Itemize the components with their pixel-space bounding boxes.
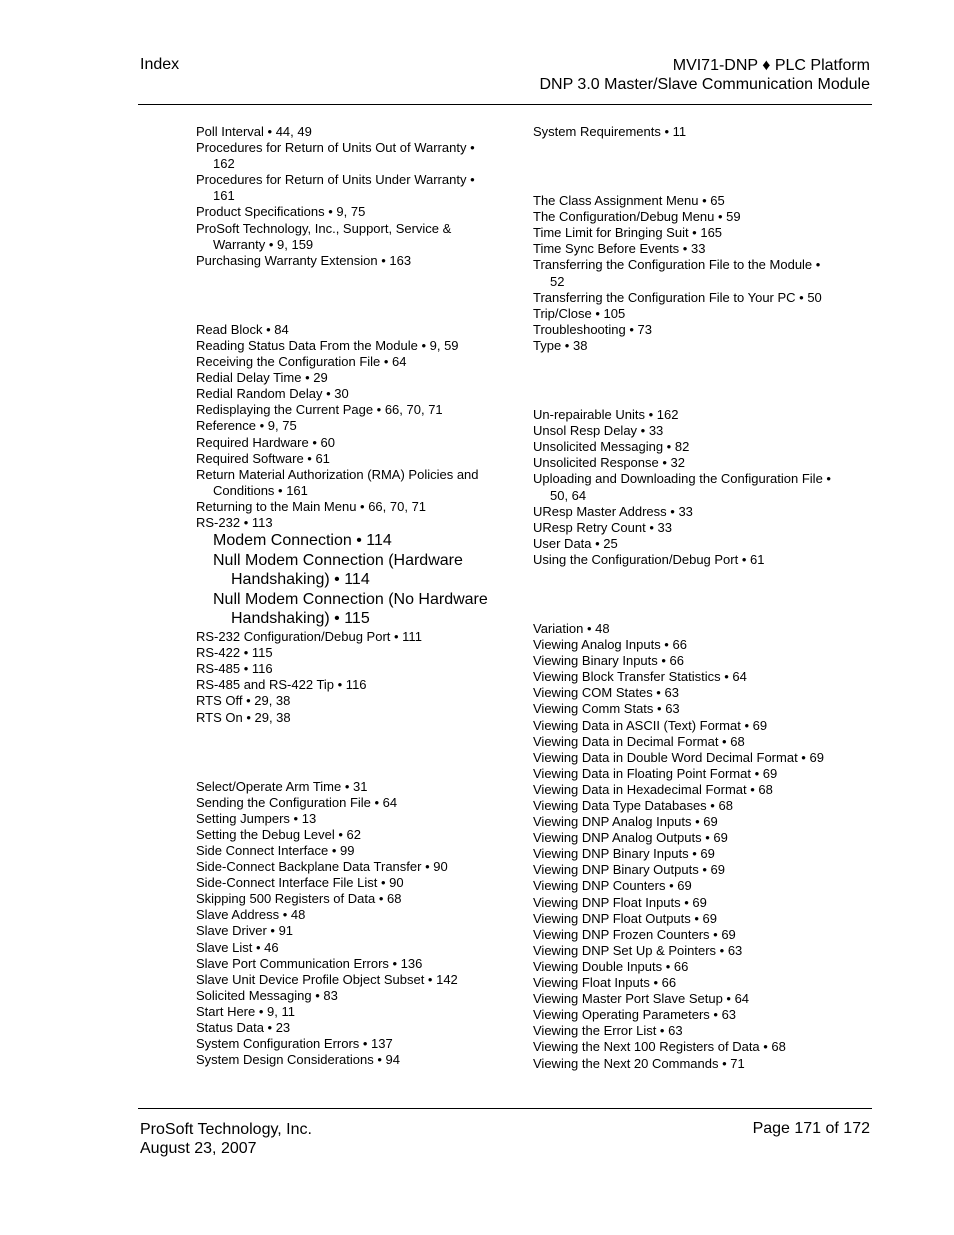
index-entry: System Configuration Errors • 137: [196, 1036, 393, 1052]
index-subentry: Null Modem Connection (Hardware Handshaking) • 114: [213, 551, 463, 589]
index-entry: Sending the Configuration File • 64: [196, 794, 398, 810]
header-product-block: [539, 56, 870, 94]
index-entry: RS-485 and RS-422 Tip • 116: [196, 677, 367, 693]
footer-rule: [138, 1108, 872, 1109]
footer-date: August 23, 2007: [140, 1140, 257, 1157]
index-entry: UResp Master Address • 33: [533, 503, 693, 519]
section-gap: [533, 354, 833, 407]
index-entry: Viewing Comm Stats • 63: [533, 701, 680, 717]
index-entry: Receiving the Configuration File • 64: [196, 354, 407, 370]
index-entry: Viewing Master Port Slave Setup • 64: [533, 991, 750, 1007]
index-entry: Viewing DNP Binary Inputs • 69: [533, 846, 715, 862]
footer-page-number: Page 171 of 172: [752, 1120, 870, 1137]
header-section-title: Index: [140, 56, 180, 73]
index-entry: Viewing DNP Analog Inputs • 69: [533, 814, 718, 830]
index-entry: Type • 38: [533, 337, 588, 353]
index-entry: System Design Considerations • 94: [196, 1052, 400, 1068]
index-entry: Read Block • 84: [196, 321, 289, 337]
index-entry: Unsolicited Messaging • 82: [533, 439, 690, 455]
index-entry: Transferring the Configuration File to Your PC • 50: [533, 289, 822, 305]
index-entry: Viewing the Next 20 Commands • 71: [533, 1055, 745, 1071]
index-column-left: [196, 124, 496, 1068]
index-entry: Un-repairable Units • 162: [533, 407, 679, 423]
index-entry: Required Hardware • 60: [196, 434, 335, 450]
index-entry: RS-485 • 116: [196, 661, 273, 677]
index-entry: Select/Operate Arm Time • 31: [196, 778, 368, 794]
index-entry: Slave Unit Device Profile Object Subset • 142: [196, 971, 458, 987]
index-entry: Viewing Operating Parameters • 63: [533, 1007, 737, 1023]
index-entry: Setting Jumpers • 13: [196, 810, 317, 826]
index-entry: Viewing Data in Double Word Decimal Format • 69: [533, 749, 824, 765]
index-entry: Side Connect Interface • 99: [196, 842, 355, 858]
index-entry: RTS Off • 29, 38: [196, 693, 291, 709]
index-entry: Side-Connect Backplane Data Transfer • 90: [196, 859, 448, 875]
index-entry: ProSoft Technology, Inc., Support, Service & Warranty • 9, 159: [196, 220, 452, 252]
index-entry: Skipping 500 Registers of Data • 68: [196, 891, 402, 907]
index-entry: RS-422 • 115: [196, 645, 273, 661]
index-entry: Returning to the Main Menu • 66, 70, 71: [196, 498, 427, 514]
index-entry: Reading Status Data From the Module • 9, 59: [196, 337, 459, 353]
index-subentry: Modem Connection • 114: [213, 532, 392, 550]
index-entry: Viewing the Error List • 63: [533, 1023, 683, 1039]
index-entry: Viewing COM States • 63: [533, 685, 679, 701]
index-entry: Viewing Data in Hexadecimal Format • 68: [533, 781, 773, 797]
index-entry: Unsolicited Response • 32: [533, 455, 685, 471]
index-entry: Solicited Messaging • 83: [196, 987, 338, 1003]
index-entry: Viewing Double Inputs • 66: [533, 958, 689, 974]
index-entry: User Data • 25: [533, 535, 618, 551]
index-entry: Procedures for Return of Units Out of Warranty • 162: [196, 140, 475, 172]
index-entry: Slave Port Communication Errors • 136: [196, 955, 423, 971]
footer-company: ProSoft Technology, Inc.: [140, 1121, 312, 1138]
index-entry: Unsol Resp Delay • 33: [533, 423, 664, 439]
index-entry: System Requirements • 11: [533, 124, 687, 139]
index-entry: Return Material Authorization (RMA) Policies and Conditions • 161: [196, 466, 479, 498]
index-entry: RS-232 Configuration/Debug Port • 111: [196, 629, 422, 645]
header-subtitle: DNP 3.0 Master/Slave Communication Module: [539, 76, 870, 93]
index-entry: Viewing DNP Float Inputs • 69: [533, 894, 707, 910]
index-entry: Viewing DNP Binary Outputs • 69: [533, 862, 725, 878]
index-entry: Troubleshooting • 73: [533, 321, 652, 337]
index-entry: Viewing the Next 100 Registers of Data • 68: [533, 1039, 786, 1055]
index-column-right: [533, 124, 833, 1072]
index-entry: Reference • 9, 75: [196, 418, 297, 434]
index-subentry: Null Modem Connection (No Hardware Handshaking) • 115: [213, 590, 488, 628]
index-entry: Viewing DNP Analog Outputs • 69: [533, 830, 728, 846]
index-entry: Viewing Data Type Databases • 68: [533, 798, 733, 813]
index-entry: Slave Address • 48: [196, 907, 306, 923]
index-entry: Poll Interval • 44, 49: [196, 124, 312, 139]
index-entry: RS-232 • 113: [196, 514, 273, 530]
index-entry: Time Sync Before Events • 33: [533, 241, 706, 257]
index-entry: Redial Random Delay • 30: [196, 386, 349, 402]
section-gap: [196, 269, 496, 322]
index-entry: RTS On • 29, 38: [196, 709, 291, 725]
index-entry: Status Data • 23: [196, 1020, 291, 1035]
index-entry: Viewing Float Inputs • 66: [533, 975, 677, 991]
index-entry: Time Limit for Bringing Suit • 165: [533, 225, 723, 241]
index-entry: Variation • 48: [533, 620, 610, 636]
index-entry: Viewing DNP Counters • 69: [533, 878, 692, 894]
index-entry: Viewing Data in Decimal Format • 68: [533, 733, 745, 749]
index-entry: Transferring the Configuration File to the Module • 52: [533, 257, 821, 289]
index-entry: UResp Retry Count • 33: [533, 519, 672, 535]
section-gap: [533, 140, 833, 193]
index-entry: Redial Delay Time • 29: [196, 370, 328, 386]
index-entry: Setting the Debug Level • 62: [196, 826, 362, 842]
index-entry: Side-Connect Interface File List • 90: [196, 875, 404, 891]
index-entry: Viewing DNP Float Outputs • 69: [533, 910, 717, 926]
index-entry: Slave List • 46: [196, 939, 279, 955]
index-entry: Using the Configuration/Debug Port • 61: [533, 551, 765, 567]
index-entry: Product Specifications • 9, 75: [196, 204, 366, 220]
index-entry: The Class Assignment Menu • 65: [533, 193, 725, 209]
index-entry: Viewing DNP Set Up & Pointers • 63: [533, 942, 743, 958]
index-entry: The Configuration/Debug Menu • 59: [533, 209, 741, 225]
index-entry: Viewing Data in ASCII (Text) Format • 69: [533, 717, 768, 733]
section-gap: [533, 568, 833, 621]
index-entry: Start Here • 9, 11: [196, 1003, 295, 1019]
index-entry: Viewing Analog Inputs • 66: [533, 637, 687, 653]
index-entry: Viewing Binary Inputs • 66: [533, 653, 685, 669]
index-entry: Trip/Close • 105: [533, 305, 626, 321]
index-entry: Required Software • 61: [196, 450, 330, 466]
index-entry: Viewing Block Transfer Statistics • 64: [533, 669, 747, 685]
index-entry: Slave Driver • 91: [196, 923, 294, 939]
index-entry: Procedures for Return of Units Under Warranty • 161: [196, 172, 475, 204]
index-entry: Viewing Data in Floating Point Format • 69: [533, 765, 778, 781]
index-entry: Purchasing Warranty Extension • 163: [196, 252, 412, 268]
header-rule: [138, 104, 872, 105]
footer-left-block: [140, 1120, 312, 1158]
index-entry: Redisplaying the Current Page • 66, 70, 71: [196, 402, 443, 418]
index-entry: Viewing DNP Frozen Counters • 69: [533, 926, 736, 942]
section-gap: [196, 726, 496, 779]
header-product: MVI71-DNP ♦ PLC Platform: [672, 57, 870, 74]
index-entry: Uploading and Downloading the Configuration File • 50, 64: [533, 471, 831, 503]
